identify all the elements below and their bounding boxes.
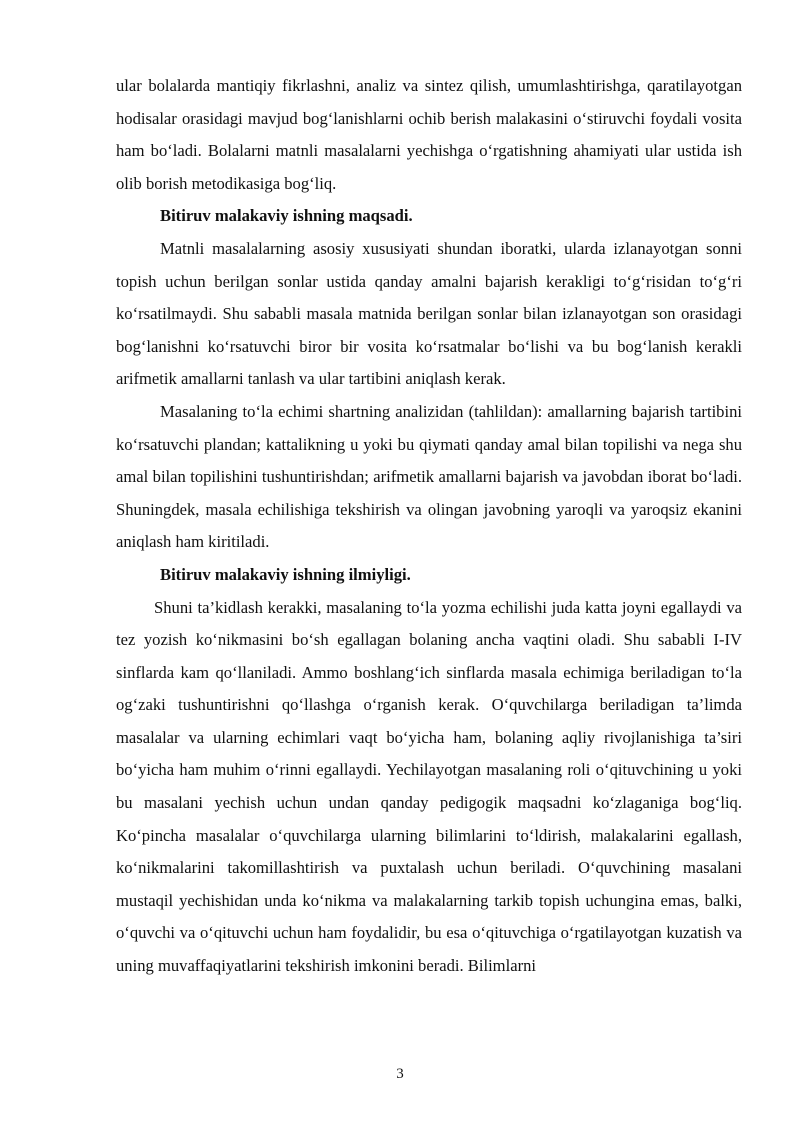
section-heading: Bitiruv malakaviy ishning ilmiyligi.	[160, 564, 411, 584]
paragraph: Matnli masalalarning asosiy xususiyati shundan iboratki, ularda izlanayotgan sonni topish uchun berilgan sonlar ustida qanday amalni bajarish kerakligi to‘g‘risidan to‘g‘ri ko‘rsatilmaydi. Shu sababli masala matnida berilgan sonlar bilan izlanayotgan son orasidagi bog‘lanishni ko‘rsatuvchi biror bir vosita ko‘rsatmalar bo‘lishi va bu bog‘lanish kerakli arifmetik amallarni tanlash va ular tartibini aniqlash kerak.	[116, 238, 742, 389]
section-heading: Bitiruv malakaviy ishning maqsadi.	[160, 206, 413, 226]
page-number: 3	[396, 1066, 404, 1082]
document-page	[116, 70, 742, 983]
paragraph: Shuni ta’kidlash kerakki, masalaning to‘la yozma echilishi juda katta joyni egallaydi va tez yozish ko‘nikmasini bo‘sh egallagan bolaning ancha vaqtini oladi. Shu sababli I-IV sinflarda kam qo‘llaniladi. Ammo boshlang‘ich sinflarda masala echimiga beriladigan to‘la og‘zaki tushuntirishni qo‘llashga o‘rganish kerak. O‘quvchilarga beriladigan ta’limda masalalar va ularning echimlari vaqt bo‘yicha ham, bolaning aqliy rivojlanishiga ta’siri bo‘yicha ham muhim o‘rinni egallaydi. Yechilayotgan masalaning roli o‘qituvchining u yoki bu masalani yechish uchun undan qanday pedigogik maqsadni ko‘zlaganiga bog‘liq. Ko‘pincha masalalar o‘quvchilarga ularning bilimlarini to‘ldirish, malakalarini egallash, ko‘nikmalarini takomillashtirish va puxtalash uchun beriladi. O‘quvchining masalani mustaqil yechishidan unda ko‘nikma va malakalarning tarkib topish uchungina emas, balki, o‘quvchi va o‘qituvchi uchun ham foydalidir, bu esa o‘qituvchiga o‘rgatilayotgan kuzatish va uning muvaffaqiyatlarini tekshirish imkonini beradi. Bilimlarni	[116, 597, 742, 976]
paragraph: Masalaning to‘la echimi shartning analizidan (tahlildan): amallarning bajarish tartibini ko‘rsatuvchi plandan; kattalikning u yoki bu qiymati qanday amal bilan topilishi va nega shu amal bilan topilishini tushuntirishdan; arifmetik amallarni bajarish va javobdan iborat bo‘ladi. Shuningdek, masala echilishiga tekshirish va olingan javobning yaroqli va yaroqsiz ekanini aniqlash ham kiritiladi.	[116, 401, 742, 552]
paragraph: ular bolalarda mantiqiy fikrlashni, analiz va sintez qilish, umumlashtirishga, qaratilayotgan hodisalar orasidagi mavjud bog‘lanishlarni ochib berish malakasini o‘stiruvchi foydali vosita ham bo‘ladi. Bolalarni matnli masalalarni yechishga o‘rgatishning ahamiyati ular ustida ish olib borish metodikasiga bog‘liq.	[116, 76, 742, 193]
